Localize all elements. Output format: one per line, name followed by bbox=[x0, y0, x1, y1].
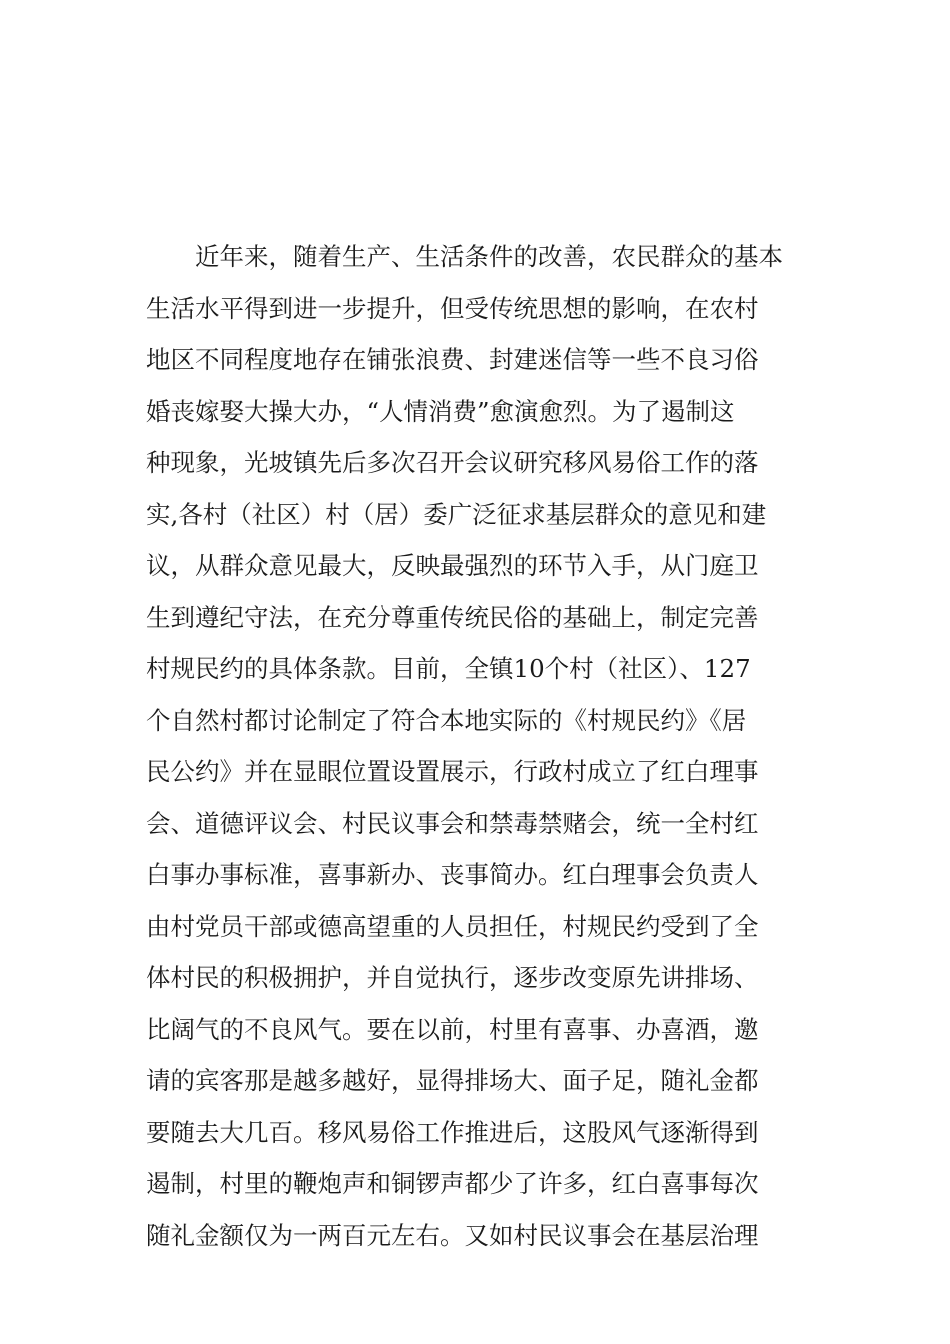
text-line: 请的宾客那是越多越好，显得排场大、面子足，随礼金都 bbox=[146, 1066, 759, 1095]
text-line: 婚丧嫁娶大操大办，“人情消费”愈演愈烈。为了遏制这 bbox=[146, 396, 735, 426]
body-paragraph bbox=[146, 231, 816, 1261]
text-line: 近年来，随着生产、生活条件的改善，农民群众的基本 bbox=[195, 242, 783, 271]
text-line: 要随去大几百。移风易俗工作推进后，这股风气逐渐得到 bbox=[146, 1117, 759, 1147]
text-line: 随礼金额仅为一两百元左右。又如村民议事会在基层治理 bbox=[146, 1220, 759, 1250]
text-line: 地区不同程度地存在铺张浪费、封建迷信等一些不良习俗 bbox=[146, 345, 759, 374]
text-line: 会、道德评议会、村民议事会和禁毒禁赌会，统一全村红 bbox=[146, 808, 759, 838]
text-line: 村规民约的具体条款。目前，全镇10个村（社区）、127 bbox=[146, 654, 751, 683]
text-line: 遏制，村里的鞭炮声和铜锣声都少了许多，红白喜事每次 bbox=[146, 1169, 759, 1198]
text-line: 比阔气的不良风气。要在以前，村里有喜事、办喜酒，邀 bbox=[146, 1014, 759, 1044]
text-line: 生活水平得到进一步提升，但受传统思想的影响，在农村 bbox=[146, 293, 759, 323]
text-line: 白事办事标准，喜事新办、丧事简办。红白理事会负责人 bbox=[146, 860, 759, 889]
text-line: 个自然村都讨论制定了符合本地实际的《村规民约》《居 bbox=[146, 705, 747, 735]
text-line: 议，从群众意见最大，反映最强烈的环节入手，从门庭卫 bbox=[146, 551, 759, 580]
text-line: 体村民的积极拥护，并自觉执行，逐步改变原先讲排场、 bbox=[146, 963, 759, 992]
text-line: 种现象，光坡镇先后多次召开会议研究移风易俗工作的落 bbox=[146, 448, 759, 477]
text-line: 由村党员干部或德高望重的人员担任，村规民约受到了全 bbox=[146, 911, 759, 941]
text-line: 实,各村（社区）村（居）委广泛征求基层群众的意见和建 bbox=[146, 499, 767, 529]
text-line: 生到遵纪守法，在充分尊重传统民俗的基础上，制定完善 bbox=[146, 602, 759, 632]
text-line: 民公约》并在显眼位置设置展示，行政村成立了红白理事 bbox=[146, 757, 759, 786]
